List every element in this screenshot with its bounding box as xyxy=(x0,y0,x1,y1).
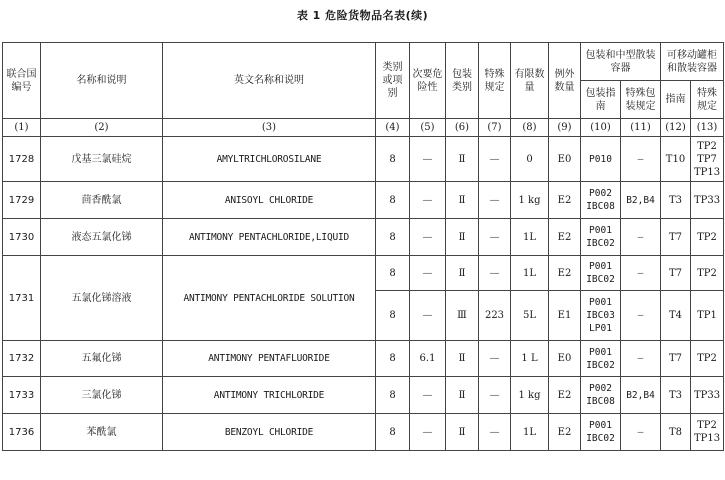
subsidiary-risk-cell: — xyxy=(410,256,446,291)
header-un-number: 联合国编号 xyxy=(3,43,41,119)
limited-quantity-cell: 1 L xyxy=(511,341,549,377)
excepted-quantity-cell: E2 xyxy=(549,256,581,291)
un-number-cell: 1729 xyxy=(3,182,41,219)
packing-special-cell: B2,B4 xyxy=(621,182,661,219)
packing-instruction-cell: P010 xyxy=(581,137,621,182)
class-cell: 8 xyxy=(376,377,410,414)
table-row xyxy=(3,219,724,256)
subsidiary-risk-cell: — xyxy=(410,414,446,451)
special-provision-cell: — xyxy=(479,182,511,219)
class-cell: 8 xyxy=(376,414,410,451)
limited-quantity-cell: 1 kg xyxy=(511,182,549,219)
excepted-quantity-cell: E2 xyxy=(549,414,581,451)
tank-special-cell: TP1 xyxy=(691,291,724,341)
class-cell: 8 xyxy=(376,137,410,182)
packing-instruction-cell: P001 IBC02 xyxy=(581,219,621,256)
packing-group-cell: Ⅱ xyxy=(446,256,479,291)
tank-instruction-cell: T3 xyxy=(661,182,691,219)
packing-group-cell: Ⅱ xyxy=(446,182,479,219)
packing-special-cell: — xyxy=(621,219,661,256)
table-row xyxy=(3,377,724,414)
un-number-cell: 1736 xyxy=(3,414,41,451)
table-row xyxy=(3,182,724,219)
tank-special-cell: TP33 xyxy=(691,377,724,414)
chinese-name-cell: 五氟化锑 xyxy=(41,341,163,377)
un-number-cell: 1731 xyxy=(3,256,41,341)
packing-special-cell: — xyxy=(621,341,661,377)
column-index: (6) xyxy=(446,119,479,137)
chinese-name-cell: 苯酰氯 xyxy=(41,414,163,451)
special-provision-cell: — xyxy=(479,219,511,256)
excepted-quantity-cell: E1 xyxy=(549,291,581,341)
special-provision-cell: 223 xyxy=(479,291,511,341)
packing-group-cell: Ⅱ xyxy=(446,137,479,182)
column-index: (1) xyxy=(3,119,41,137)
tank-instruction-cell: T8 xyxy=(661,414,691,451)
tank-instruction-cell: T10 xyxy=(661,137,691,182)
limited-quantity-cell: 0 xyxy=(511,137,549,182)
header-special-provisions: 特殊规定 xyxy=(479,43,511,119)
column-index: (13) xyxy=(691,119,724,137)
special-provision-cell: — xyxy=(479,341,511,377)
tank-instruction-cell: T3 xyxy=(661,377,691,414)
header-packing-special: 特殊包装规定 xyxy=(621,81,661,119)
column-index: (2) xyxy=(41,119,163,137)
limited-quantity-cell: 1L xyxy=(511,414,549,451)
special-provision-cell: — xyxy=(479,137,511,182)
class-cell: 8 xyxy=(376,341,410,377)
limited-quantity-cell: 5L xyxy=(511,291,549,341)
chinese-name-cell: 茴香酰氯 xyxy=(41,182,163,219)
tank-special-cell: TP33 xyxy=(691,182,724,219)
english-name-cell: BENZOYL CHLORIDE xyxy=(163,414,376,451)
column-index: (10) xyxy=(581,119,621,137)
dangerous-goods-table xyxy=(2,42,724,451)
english-name-cell: ANTIMONY PENTAFLUORIDE xyxy=(163,341,376,377)
packing-instruction-cell: P002 IBC08 xyxy=(581,182,621,219)
excepted-quantity-cell: E0 xyxy=(549,137,581,182)
header-excepted-quantity: 例外数量 xyxy=(549,43,581,119)
un-number-cell: 1728 xyxy=(3,137,41,182)
tank-special-cell: TP2 xyxy=(691,341,724,377)
tank-special-cell: TP2 TP7 TP13 xyxy=(691,137,724,182)
packing-special-cell: — xyxy=(621,256,661,291)
packing-special-cell: B2,B4 xyxy=(621,377,661,414)
table-row xyxy=(3,414,724,451)
column-index: (7) xyxy=(479,119,511,137)
packing-instruction-cell: P001 IBC03 LP01 xyxy=(581,291,621,341)
special-provision-cell: — xyxy=(479,414,511,451)
packing-instruction-cell: P001 IBC02 xyxy=(581,341,621,377)
tank-special-cell: TP2 xyxy=(691,219,724,256)
chinese-name-cell: 戊基三氯硅烷 xyxy=(41,137,163,182)
header-name-cn: 名称和说明 xyxy=(41,43,163,119)
header-limited-quantity: 有限数量 xyxy=(511,43,549,119)
un-number-cell: 1733 xyxy=(3,377,41,414)
packing-group-cell: Ⅲ xyxy=(446,291,479,341)
header-packing-group: 包装类别 xyxy=(446,43,479,119)
packing-special-cell: — xyxy=(621,414,661,451)
excepted-quantity-cell: E0 xyxy=(549,341,581,377)
un-number-cell: 1730 xyxy=(3,219,41,256)
packing-instruction-cell: P002 IBC08 xyxy=(581,377,621,414)
header-name-en: 英文名称和说明 xyxy=(163,43,376,119)
un-number-cell: 1732 xyxy=(3,341,41,377)
packing-group-cell: Ⅱ xyxy=(446,219,479,256)
subsidiary-risk-cell: — xyxy=(410,219,446,256)
chinese-name-cell: 液态五氯化锑 xyxy=(41,219,163,256)
chinese-name-cell: 三氯化锑 xyxy=(41,377,163,414)
packing-special-cell: — xyxy=(621,291,661,341)
tank-special-cell: TP2 TP13 xyxy=(691,414,724,451)
column-index: (12) xyxy=(661,119,691,137)
subsidiary-risk-cell: — xyxy=(410,377,446,414)
subsidiary-risk-cell: — xyxy=(410,291,446,341)
header-subsidiary-risk: 次要危险性 xyxy=(410,43,446,119)
class-cell: 8 xyxy=(376,291,410,341)
column-index: (4) xyxy=(376,119,410,137)
packing-special-cell: — xyxy=(621,137,661,182)
header-packaging-ibc: 包装和中型散装容器 xyxy=(581,43,661,81)
tank-special-cell: TP2 xyxy=(691,256,724,291)
limited-quantity-cell: 1L xyxy=(511,256,549,291)
header-tank-special: 特殊规定 xyxy=(691,81,724,119)
packing-group-cell: Ⅱ xyxy=(446,341,479,377)
subsidiary-risk-cell: 6.1 xyxy=(410,341,446,377)
table-row xyxy=(3,341,724,377)
column-index: (3) xyxy=(163,119,376,137)
column-index: (5) xyxy=(410,119,446,137)
packing-group-cell: Ⅱ xyxy=(446,377,479,414)
chinese-name-cell: 五氯化锑溶液 xyxy=(41,256,163,341)
english-name-cell: ANTIMONY TRICHLORIDE xyxy=(163,377,376,414)
table-row xyxy=(3,137,724,182)
tank-instruction-cell: T7 xyxy=(661,341,691,377)
english-name-cell: AMYLTRICHLOROSILANE xyxy=(163,137,376,182)
column-index: (8) xyxy=(511,119,549,137)
excepted-quantity-cell: E2 xyxy=(549,219,581,256)
english-name-cell: ANISOYL CHLORIDE xyxy=(163,182,376,219)
limited-quantity-cell: 1L xyxy=(511,219,549,256)
packing-group-cell: Ⅱ xyxy=(446,414,479,451)
column-index: (11) xyxy=(621,119,661,137)
table-row xyxy=(3,256,724,291)
header-tank-instruction: 指南 xyxy=(661,81,691,119)
tank-instruction-cell: T7 xyxy=(661,219,691,256)
header-packing-instruction: 包装指南 xyxy=(581,81,621,119)
header-class: 类别或项别 xyxy=(376,43,410,119)
special-provision-cell: — xyxy=(479,377,511,414)
class-cell: 8 xyxy=(376,182,410,219)
column-index: (9) xyxy=(549,119,581,137)
english-name-cell: ANTIMONY PENTACHLORIDE,LIQUID xyxy=(163,219,376,256)
excepted-quantity-cell: E2 xyxy=(549,182,581,219)
english-name-cell: ANTIMONY PENTACHLORIDE SOLUTION xyxy=(163,256,376,341)
tank-instruction-cell: T7 xyxy=(661,256,691,291)
tank-instruction-cell: T4 xyxy=(661,291,691,341)
excepted-quantity-cell: E2 xyxy=(549,377,581,414)
packing-instruction-cell: P001 IBC02 xyxy=(581,256,621,291)
table-title: 表 1 危险货物品名表(续) xyxy=(296,9,429,22)
packing-instruction-cell: P001 IBC02 xyxy=(581,414,621,451)
limited-quantity-cell: 1 kg xyxy=(511,377,549,414)
header-portable-tanks: 可移动罐柜和散装容器 xyxy=(661,43,724,81)
special-provision-cell: — xyxy=(479,256,511,291)
class-cell: 8 xyxy=(376,219,410,256)
class-cell: 8 xyxy=(376,256,410,291)
subsidiary-risk-cell: — xyxy=(410,137,446,182)
subsidiary-risk-cell: — xyxy=(410,182,446,219)
